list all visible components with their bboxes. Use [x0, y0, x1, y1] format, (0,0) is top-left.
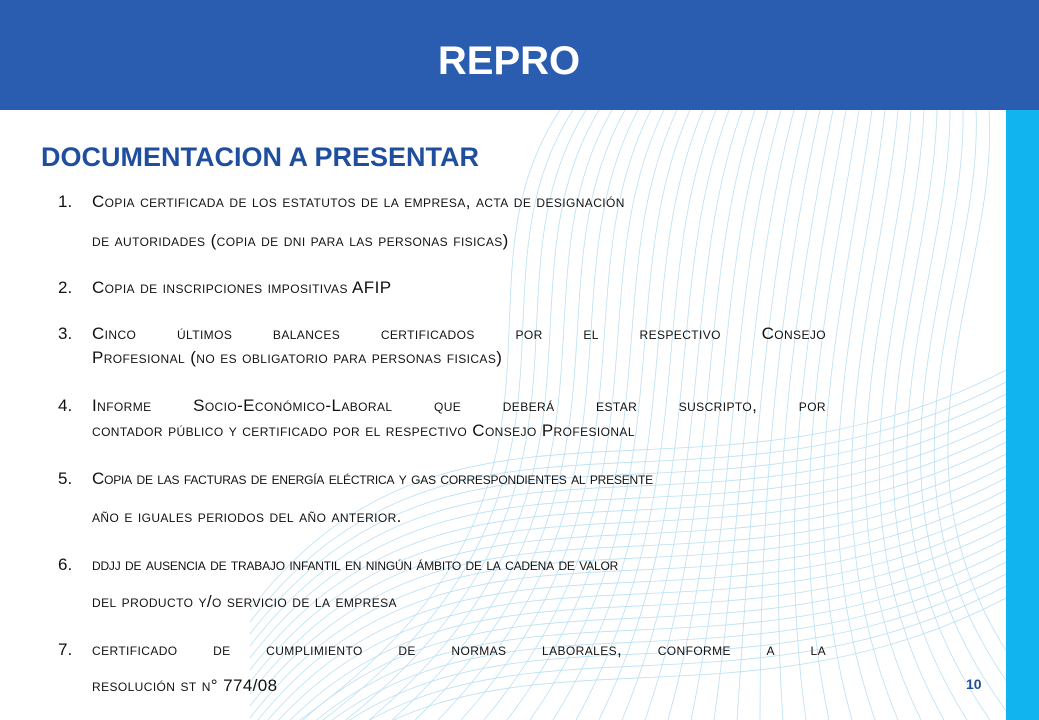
item-text: Copia certificada de los estatutos de la empresa, acta de designación: [92, 192, 625, 211]
item-text: Profesional (no es obligatorio para personas fisicas): [92, 348, 503, 367]
item-text: Cinco últimos balances certificados por el respectivo Consejo: [92, 324, 826, 343]
item-number: 3.: [58, 324, 73, 343]
item-text: contador público y certificado por el respectivo Consejo Profesional: [92, 421, 635, 440]
item-number: 6.: [58, 555, 73, 574]
section-title: DOCUMENTACION A PRESENTAR: [41, 142, 479, 172]
slide-title: REPRO: [437, 39, 581, 83]
item-number: 7.: [58, 640, 73, 659]
item-number: 1.: [58, 192, 73, 211]
page-number: 10: [966, 676, 982, 692]
item-text: Informe Socio-Económico-Laboral que deberá estar suscripto, por: [92, 396, 826, 415]
item-text: de autoridades (copia de dni para las personas fisicas): [92, 231, 509, 250]
item-text: Copia de inscripciones impositivas AFIP: [92, 278, 392, 297]
item-text: Copia de las facturas de energía eléctrica y gas correspondientes al presente: [92, 469, 653, 488]
item-text: certificado de cumplimiento de normas laborales, conforme a la: [92, 640, 826, 659]
item-number: 4.: [58, 396, 73, 415]
item-text: del producto y/o servicio de la empresa: [92, 592, 397, 611]
item-text: ddjj de ausencia de trabajo infantil en ningún ámbito de la cadena de valor: [92, 555, 619, 574]
item-number: 5.: [58, 469, 73, 488]
item-text: resolución st n° 774/08: [92, 676, 278, 695]
item-text: año e iguales periodos del año anterior.: [92, 507, 402, 526]
item-number: 2.: [58, 278, 73, 297]
